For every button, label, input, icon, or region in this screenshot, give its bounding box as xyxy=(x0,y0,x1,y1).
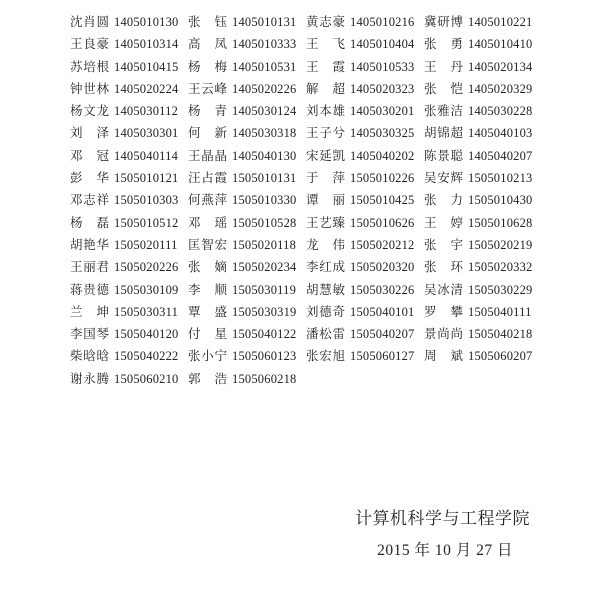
student-id: 1505040218 xyxy=(468,327,533,342)
student-id: 1505040222 xyxy=(114,349,179,364)
student-entry xyxy=(306,256,424,278)
student-id: 1505010330 xyxy=(232,193,297,208)
student-name: 解 超 xyxy=(306,81,345,96)
student-id: 1405030201 xyxy=(350,104,415,119)
student-id: 1505010213 xyxy=(468,171,533,186)
student-roster xyxy=(70,11,542,390)
student-entry xyxy=(424,100,542,122)
student-name: 吴 冰 清 xyxy=(424,282,463,297)
student-name: 张 力 xyxy=(424,193,463,208)
student-entry xyxy=(188,167,306,189)
student-entry xyxy=(424,301,542,323)
student-entry xyxy=(424,33,542,55)
student-entry xyxy=(306,189,424,211)
student-id: 1505020212 xyxy=(350,237,415,252)
student-entry xyxy=(188,256,306,278)
student-name: 沈 肖 圆 xyxy=(70,15,109,29)
student-entry xyxy=(188,323,306,345)
student-id: 1505010628 xyxy=(468,215,533,230)
student-entry xyxy=(70,345,188,367)
student-name: 李 红 成 xyxy=(306,260,345,275)
student-name: 王 丹 xyxy=(424,59,463,74)
student-id: 1405040103 xyxy=(468,126,533,141)
student-name: 覃 盛 xyxy=(188,304,227,319)
student-entry xyxy=(188,345,306,367)
student-name: 郭 浩 xyxy=(188,371,227,386)
student-id: 1505020332 xyxy=(468,260,533,275)
student-entry xyxy=(70,145,188,167)
student-name: 吴 安 辉 xyxy=(424,171,463,186)
student-entry xyxy=(70,189,188,211)
student-id: 1405040202 xyxy=(350,148,415,163)
student-id: 1505060207 xyxy=(468,349,533,364)
student-name: 杨 梅 xyxy=(188,59,227,74)
student-name: 黄 志 豪 xyxy=(306,15,345,29)
student-entry xyxy=(70,167,188,189)
student-id: 1405040130 xyxy=(232,148,297,163)
student-id: 1505030226 xyxy=(350,282,415,297)
student-id: 1405030301 xyxy=(114,126,179,141)
student-id: 1405020226 xyxy=(232,81,297,96)
student-entry xyxy=(188,368,306,390)
student-id: 1405040207 xyxy=(468,148,533,163)
student-id: 1405010410 xyxy=(468,37,533,52)
student-entry xyxy=(306,100,424,122)
student-entry xyxy=(424,122,542,144)
student-id: 1505030119 xyxy=(232,282,297,297)
student-id: 1405030228 xyxy=(468,104,533,119)
student-id: 1505010512 xyxy=(114,215,179,230)
student-name: 王 丽 君 xyxy=(70,260,109,275)
student-entry xyxy=(188,33,306,55)
student-entry xyxy=(306,301,424,323)
student-id: 1505060210 xyxy=(114,371,179,386)
student-id: 1405010533 xyxy=(350,59,415,74)
student-name: 王 飞 xyxy=(306,37,345,52)
student-name: 杨 青 xyxy=(188,104,227,119)
student-id: 1505040207 xyxy=(350,327,415,342)
student-name: 邓 瑶 xyxy=(188,215,227,230)
student-entry xyxy=(424,256,542,278)
student-id: 1505030311 xyxy=(114,304,179,319)
student-entry xyxy=(70,56,188,78)
student-id: 1505060127 xyxy=(350,349,415,364)
student-entry xyxy=(70,122,188,144)
student-id: 1405020134 xyxy=(468,59,533,74)
student-name: 冀 研 博 xyxy=(424,15,463,29)
student-name: 匡 智 宏 xyxy=(188,237,227,252)
student-id: 1405010531 xyxy=(232,59,297,74)
student-name: 罗 攀 xyxy=(424,304,463,319)
student-id: 1505030109 xyxy=(114,282,179,297)
student-id: 1505040122 xyxy=(232,327,297,342)
student-entry xyxy=(70,100,188,122)
student-entry xyxy=(306,279,424,301)
student-entry xyxy=(188,212,306,234)
student-name: 刘 本 雄 xyxy=(306,104,345,119)
student-name: 张 宏 旭 xyxy=(306,349,345,364)
student-name: 蒋 贵 德 xyxy=(70,282,109,297)
student-entry xyxy=(306,11,424,33)
student-id: 1505040111 xyxy=(468,304,532,319)
student-id: 1405030112 xyxy=(114,104,179,119)
student-entry xyxy=(306,122,424,144)
student-entry xyxy=(188,122,306,144)
student-name: 柴 晗 晗 xyxy=(70,349,109,364)
student-name: 彭 华 xyxy=(70,171,109,186)
student-entry xyxy=(424,78,542,100)
student-id: 1505020111 xyxy=(114,237,178,252)
student-name: 杨 磊 xyxy=(70,215,109,230)
student-name: 谢 永 腾 xyxy=(70,371,109,386)
student-name: 钟 世 林 xyxy=(70,81,109,96)
student-entry xyxy=(424,279,542,301)
student-entry xyxy=(70,368,188,390)
student-name: 王 子 兮 xyxy=(306,126,345,141)
student-name: 陈 景 聪 xyxy=(424,148,463,163)
student-name: 苏 培 根 xyxy=(70,59,109,74)
student-name: 李 国 琴 xyxy=(70,327,109,342)
student-id: 1505020320 xyxy=(350,260,415,275)
student-entry xyxy=(424,11,542,33)
student-name: 王 艺 臻 xyxy=(306,215,345,230)
student-id: 1405010221 xyxy=(468,15,533,29)
student-entry xyxy=(188,78,306,100)
student-name: 杨 文 龙 xyxy=(70,104,109,119)
student-name: 胡 艳 华 xyxy=(70,237,109,252)
student-name: 张 恺 xyxy=(424,81,463,96)
student-id: 1405020329 xyxy=(468,81,533,96)
student-entry xyxy=(424,145,542,167)
student-entry xyxy=(424,234,542,256)
student-id: 1505010226 xyxy=(350,171,415,186)
student-entry xyxy=(70,301,188,323)
student-entry xyxy=(306,167,424,189)
student-id: 1405010216 xyxy=(350,15,415,29)
student-entry xyxy=(70,212,188,234)
student-id: 1505010528 xyxy=(232,215,297,230)
student-id: 1405020323 xyxy=(350,81,415,96)
student-entry xyxy=(424,212,542,234)
student-name: 付 星 xyxy=(188,327,227,342)
student-id: 1505010303 xyxy=(114,193,179,208)
student-id: 1505010626 xyxy=(350,215,415,230)
student-entry xyxy=(188,100,306,122)
student-name: 王 云 峰 xyxy=(188,81,227,96)
student-entry xyxy=(306,78,424,100)
student-entry xyxy=(188,11,306,33)
student-entry xyxy=(306,212,424,234)
student-name: 周 斌 xyxy=(424,349,463,364)
student-name: 邓 志 祥 xyxy=(70,193,109,208)
student-name: 潘 松 雷 xyxy=(306,327,345,342)
student-entry xyxy=(306,145,424,167)
student-entry xyxy=(306,33,424,55)
student-id: 1405010404 xyxy=(350,37,415,52)
student-id: 1505010430 xyxy=(468,193,533,208)
student-name: 汪 占 霞 xyxy=(188,171,227,186)
student-name: 张 小 宁 xyxy=(188,349,227,364)
student-name: 张 宇 xyxy=(424,237,463,252)
student-id: 1405020224 xyxy=(114,81,179,96)
student-id: 1505010131 xyxy=(232,171,297,186)
student-name: 邓 冠 xyxy=(70,148,109,163)
student-name: 张 嫡 xyxy=(188,260,227,275)
student-entry xyxy=(188,301,306,323)
student-id: 1505030319 xyxy=(232,304,297,319)
student-name: 龙 伟 xyxy=(306,237,345,252)
student-id: 1405030325 xyxy=(350,126,415,141)
student-id: 1505040120 xyxy=(114,327,179,342)
student-entry xyxy=(424,56,542,78)
student-id: 1405030318 xyxy=(232,126,297,141)
student-id: 1505060123 xyxy=(232,349,297,364)
student-entry xyxy=(70,78,188,100)
student-id: 1505020234 xyxy=(232,260,297,275)
student-entry xyxy=(70,323,188,345)
student-entry xyxy=(306,345,424,367)
student-entry xyxy=(188,56,306,78)
student-entry xyxy=(70,279,188,301)
student-name: 王 晶 晶 xyxy=(188,148,227,163)
student-entry xyxy=(424,189,542,211)
student-id: 1405040114 xyxy=(114,148,179,163)
student-entry xyxy=(70,33,188,55)
student-name: 胡 锦 超 xyxy=(424,126,463,141)
student-id: 1505010121 xyxy=(114,171,179,186)
student-name: 张 环 xyxy=(424,260,463,275)
student-name: 张 钰 xyxy=(188,15,227,29)
student-id: 1405010130 xyxy=(114,15,179,29)
student-entry xyxy=(70,256,188,278)
student-id: 1505020219 xyxy=(468,237,533,252)
student-entry xyxy=(70,234,188,256)
student-name: 高 凤 xyxy=(188,37,227,52)
student-id: 1405010415 xyxy=(114,59,179,74)
student-entry xyxy=(424,323,542,345)
student-entry xyxy=(188,145,306,167)
student-id: 1505010425 xyxy=(350,193,415,208)
student-name: 刘 泽 xyxy=(70,126,109,141)
student-name: 王 婷 xyxy=(424,215,463,230)
student-id: 1405010131 xyxy=(232,15,297,29)
student-name: 王 良 豪 xyxy=(70,37,109,52)
student-name: 胡 慧 敏 xyxy=(306,282,345,297)
student-id: 1505020118 xyxy=(232,237,297,252)
student-entry xyxy=(306,56,424,78)
student-entry xyxy=(424,345,542,367)
student-id: 1505040101 xyxy=(350,304,415,319)
student-name: 王 霞 xyxy=(306,59,345,74)
student-entry xyxy=(306,234,424,256)
student-id: 1405010333 xyxy=(232,37,297,52)
student-entry xyxy=(424,167,542,189)
student-id: 1505060218 xyxy=(232,371,297,386)
signature-organization: 计算机科学与工程学院 xyxy=(355,509,530,528)
student-name: 于 萍 xyxy=(306,171,345,186)
student-name: 宋 延 凯 xyxy=(306,148,345,163)
student-id: 1405030124 xyxy=(232,104,297,119)
student-entry xyxy=(70,11,188,33)
student-name: 张 勇 xyxy=(424,37,463,52)
student-name: 兰 坤 xyxy=(70,304,109,319)
student-id: 1505020226 xyxy=(114,260,179,275)
student-entry xyxy=(188,234,306,256)
student-name: 谭 丽 xyxy=(306,193,345,208)
student-name: 刘 德 奇 xyxy=(306,304,345,319)
student-name: 景 尚 尚 xyxy=(424,327,463,342)
student-name: 何 新 xyxy=(188,126,227,141)
student-name: 李 顺 xyxy=(188,282,227,297)
student-entry xyxy=(306,323,424,345)
student-id: 1405010314 xyxy=(114,37,179,52)
student-id: 1505030229 xyxy=(468,282,533,297)
student-name: 张 雅 洁 xyxy=(424,104,463,119)
student-name: 何 燕 萍 xyxy=(188,193,227,208)
signature-date: 2015 年 10 月 27 日 xyxy=(377,542,513,559)
student-entry xyxy=(188,189,306,211)
student-entry xyxy=(188,279,306,301)
